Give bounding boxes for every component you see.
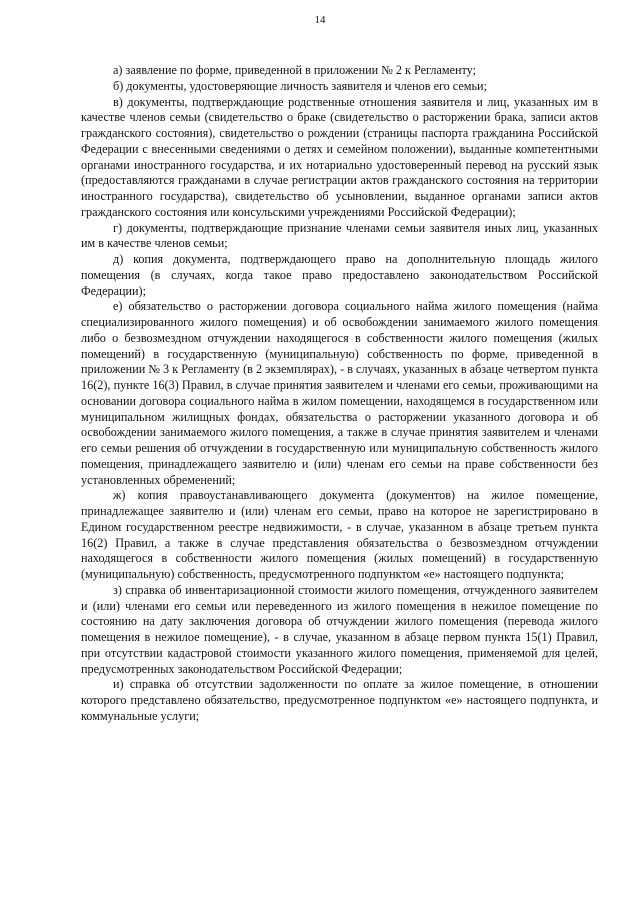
paragraph-item-z: з) справка об инвентаризационной стоимости жилого помещения, отчужденного заявителем и (или) членами его семьи или переведенного из жилого помещения в нежилое помещение по состоянию на дату заключения договора об отчуждении жилого помещения (перевода жилого помещения в нежилое помещение), - в случае, указанном в абзаце первом пункта 15(1) Правил, при отсутствии кадастровой стоимости указанного жилого помещения, применяемой для целей, предусмотренных законодательством Российской Федерации; xyxy=(81,582,598,676)
paragraph-item-d: д) копия документа, подтверждающего право на дополнительную площадь жилого помещения (в случаях, когда такое право предоставлено законодательством Российской Федерации); xyxy=(81,252,598,298)
paragraph-item-e: е) обязательство о расторжении договора социального найма жилого помещения (найма специализированного жилого помещения) и об освобождении занимаемого жилого помещения либо о безвозмездном отчуждении находящегося в собственности жилого помещения (жилых помещений) в государственную (муниципальную) собственность по форме, приведенной в приложении № 3 к Регламенту (в 2 экземплярах), - в случаях, указанных в абзаце четвертом пункта 16(2), пункте 16(3) Правил, в случае принятия заявителем и членами его семьи, проживающими на основании договора социального найма в жилом помещении, находящемся в государственном или муниципальном жилищных фондах, обязательства о расторжении указанного договора и об освобождении занимаемого жилого помещения, а также в случае принятия заявителем и членами его семьи решения об отчуждении в государственную или муниципальную собственность жилого помещения, принадлежащего заявителю и (или) членам его семьи на праве собственности без установленных обременений; xyxy=(81,299,598,487)
paragraph-item-b: б) документы, удостоверяющие личность заявителя и членов его семьи; xyxy=(113,78,487,93)
paragraph-item-i: и) справка об отсутствии задолженности по оплате за жилое помещение, в отношении которого представлено обязательство, предусмотренное подпунктом «е» настоящего подпункта, и коммунальные услуги; xyxy=(81,677,598,723)
paragraph-item-zh: ж) копия правоустанавливающего документа (документов) на жилое помещение, принадлежащее заявителю и (или) членам его семьи, право на которое не зарегистрировано в Едином государственном реестре недвижимости, - в случае, указанном в абзаце третьем пункта 16(2) Правил, а также в случае представления обязательства о безвозмездном отчуждении находящегося в собственности жилого помещения (жилых помещений) в государственную (муниципальную) собственность, предусмотренного подпунктом «е» настоящего подпункта; xyxy=(81,488,598,581)
paragraph-item-v: в) документы, подтверждающие родственные отношения заявителя и лиц, указанных им в качестве членов семьи (свидетельство о браке (свидетельство о расторжении брака, записи актов гражданского состояния), свидетельство о рождении (страницы паспорта гражданина Российской Федерации с внесенными сведениями о детях и семейном положении), выданные компетентными органами иностранного государства, и их нотариально удостоверенный перевод на русский язык (предоставляются гражданами в случае регистрации актов гражданского состояния на территории иностранного государства), свидетельство об усыновлении, выданное органами записи актов гражданского состояния или консульскими учреждениями Российской Федерации); xyxy=(81,94,598,219)
page-number: 14 xyxy=(314,14,326,26)
paragraph-item-a: а) заявление по форме, приведенной в приложении № 2 к Регламенту; xyxy=(113,63,476,77)
paragraph-item-g: г) документы, подтверждающие признание членами семьи заявителя иных лиц, указанных им в качестве членов семьи; xyxy=(81,220,598,251)
document-body xyxy=(81,63,598,725)
